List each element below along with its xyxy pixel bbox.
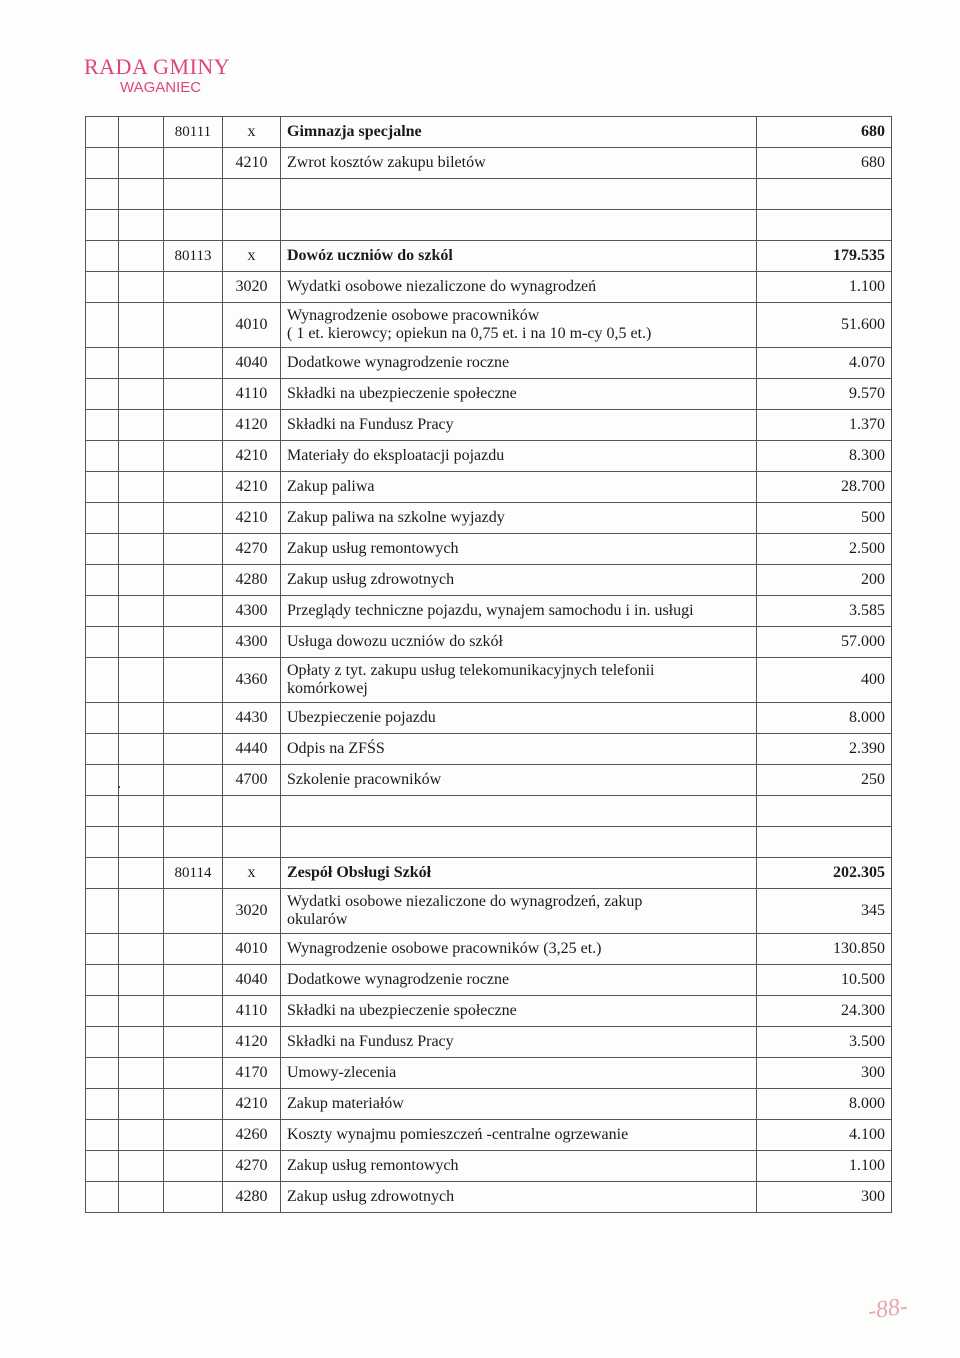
margin-cell-a [86, 858, 119, 889]
budget-table-body [86, 117, 892, 1213]
margin-cell-b [119, 410, 164, 441]
page-number: -88- [866, 1293, 910, 1325]
item-amount: 57.000 [757, 627, 892, 658]
table-row [86, 658, 892, 703]
item-amount: 1.370 [757, 410, 892, 441]
chapter-code [164, 503, 223, 534]
table-row [86, 148, 892, 179]
margin-cell-b [119, 596, 164, 627]
paragraph-code: 4010 [223, 303, 281, 348]
paragraph-code: 3020 [223, 889, 281, 934]
item-description-line-2: komórkowej [287, 680, 368, 697]
paragraph-code: 4300 [223, 627, 281, 658]
table-row [86, 410, 892, 441]
empty-cell [164, 827, 223, 858]
margin-cell-b [119, 348, 164, 379]
margin-cell-b [119, 1151, 164, 1182]
margin-cell-b [119, 379, 164, 410]
item-description: Dodatkowe wynagrodzenie roczne [281, 348, 757, 379]
chapter-code [164, 889, 223, 934]
item-amount: 9.570 [757, 379, 892, 410]
chapter-amount: 202.305 [757, 858, 892, 889]
chapter-code [164, 734, 223, 765]
chapter-code [164, 627, 223, 658]
chapter-code [164, 441, 223, 472]
blank-row [86, 179, 892, 210]
empty-cell [757, 796, 892, 827]
paragraph-code: x [223, 858, 281, 889]
margin-cell-b [119, 934, 164, 965]
item-description: Zakup paliwa [281, 472, 757, 503]
chapter-code [164, 965, 223, 996]
chapter-code: 80111 [164, 117, 223, 148]
table-row [86, 734, 892, 765]
table-row [86, 627, 892, 658]
item-amount: 24.300 [757, 996, 892, 1027]
item-description [281, 303, 757, 348]
item-description: Zakup usług remontowych [281, 534, 757, 565]
item-amount: 200 [757, 565, 892, 596]
chapter-title: Gimnazja specjalne [281, 117, 757, 148]
margin-cell-a [86, 210, 119, 241]
margin-cell-a [86, 379, 119, 410]
chapter-amount: 179.535 [757, 241, 892, 272]
margin-cell-b [119, 303, 164, 348]
margin-cell-a [86, 1027, 119, 1058]
margin-cell-b [119, 534, 164, 565]
margin-cell-b [119, 241, 164, 272]
paragraph-code: 4210 [223, 441, 281, 472]
margin-cell-a [86, 441, 119, 472]
chapter-code [164, 703, 223, 734]
paragraph-code: 4210 [223, 148, 281, 179]
margin-cell-b [119, 117, 164, 148]
item-amount: 1.100 [757, 272, 892, 303]
chapter-code [164, 534, 223, 565]
empty-cell [281, 210, 757, 241]
paragraph-code: 4440 [223, 734, 281, 765]
margin-cell-a [86, 996, 119, 1027]
paragraph-code: 4280 [223, 1182, 281, 1213]
margin-cell-a [86, 1182, 119, 1213]
margin-cell-a [86, 148, 119, 179]
margin-cell-b [119, 627, 164, 658]
item-amount: 8.300 [757, 441, 892, 472]
margin-cell-b [119, 472, 164, 503]
item-description: Odpis na ZFŚS [281, 734, 757, 765]
item-amount: 8.000 [757, 703, 892, 734]
table-row [86, 934, 892, 965]
table-row [86, 965, 892, 996]
margin-cell-b [119, 179, 164, 210]
blank-row [86, 827, 892, 858]
table-row [86, 472, 892, 503]
table-row [86, 1120, 892, 1151]
item-amount: 500 [757, 503, 892, 534]
item-description: Składki na Fundusz Pracy [281, 410, 757, 441]
chapter-code [164, 303, 223, 348]
paragraph-code: 4260 [223, 1120, 281, 1151]
item-description [281, 658, 757, 703]
item-amount: 28.700 [757, 472, 892, 503]
chapter-code [164, 148, 223, 179]
table-row [86, 889, 892, 934]
item-description: Zakup usług remontowych [281, 1151, 757, 1182]
paragraph-code: 4110 [223, 996, 281, 1027]
margin-cell-a [86, 1089, 119, 1120]
item-amount: 4.070 [757, 348, 892, 379]
chapter-code [164, 1089, 223, 1120]
margin-cell-a [86, 565, 119, 596]
stamp-line-2: WAGANIEC [120, 79, 202, 96]
paragraph-code: 4700 [223, 765, 281, 796]
paragraph-code: 4010 [223, 934, 281, 965]
empty-cell [281, 179, 757, 210]
chapter-amount: 680 [757, 117, 892, 148]
chapter-code [164, 410, 223, 441]
item-amount: 680 [757, 148, 892, 179]
chapter-code [164, 1027, 223, 1058]
item-description: Zakup usług zdrowotnych [281, 1182, 757, 1213]
margin-cell-a [86, 596, 119, 627]
item-description: Dodatkowe wynagrodzenie roczne [281, 965, 757, 996]
paragraph-code: 4120 [223, 1027, 281, 1058]
chapter-title: Dowóz uczniów do szkól [281, 241, 757, 272]
item-amount: 10.500 [757, 965, 892, 996]
margin-cell-a [86, 348, 119, 379]
budget-table [85, 116, 892, 1213]
table-row [86, 1182, 892, 1213]
chapter-code [164, 272, 223, 303]
margin-cell-b [119, 796, 164, 827]
table-row [86, 348, 892, 379]
chapter-code [164, 765, 223, 796]
item-amount: 2.500 [757, 534, 892, 565]
item-amount: 8.000 [757, 1089, 892, 1120]
blank-row [86, 796, 892, 827]
margin-cell-a [86, 303, 119, 348]
table-row [86, 996, 892, 1027]
table-row [86, 1027, 892, 1058]
margin-cell-a [86, 765, 119, 796]
margin-cell-a [86, 472, 119, 503]
margin-cell-a [86, 1151, 119, 1182]
margin-cell-b [119, 827, 164, 858]
item-amount: 2.390 [757, 734, 892, 765]
table-row [86, 1089, 892, 1120]
paragraph-code: x [223, 117, 281, 148]
margin-cell-b [119, 210, 164, 241]
item-description: Przeglądy techniczne pojazdu, wynajem samochodu i in. usługi [281, 596, 757, 627]
item-description: Umowy-zlecenia [281, 1058, 757, 1089]
empty-cell [757, 179, 892, 210]
chapter-code [164, 658, 223, 703]
paragraph-code: 4210 [223, 472, 281, 503]
item-description: Koszty wynajmu pomieszczeń -centralne ogrzewanie [281, 1120, 757, 1151]
item-amount: 3.585 [757, 596, 892, 627]
empty-cell [223, 827, 281, 858]
margin-cell-a [86, 658, 119, 703]
chapter-code: 80113 [164, 241, 223, 272]
item-description: Składki na Fundusz Pracy [281, 1027, 757, 1058]
chapter-code [164, 1058, 223, 1089]
item-amount: 4.100 [757, 1120, 892, 1151]
chapter-code [164, 1151, 223, 1182]
table-row [86, 1151, 892, 1182]
paragraph-code: 3020 [223, 272, 281, 303]
margin-cell-b [119, 703, 164, 734]
margin-cell-b [119, 1182, 164, 1213]
item-description: Zakup materiałów [281, 1089, 757, 1120]
item-description-line-2: okularów [287, 911, 348, 928]
paragraph-code: 4040 [223, 965, 281, 996]
item-description-line-1: Wydatki osobowe niezaliczone do wynagrodzeń, zakup [287, 893, 643, 910]
item-description: Usługa dowozu uczniów do szkół [281, 627, 757, 658]
paragraph-code: 4210 [223, 503, 281, 534]
item-amount: 130.850 [757, 934, 892, 965]
margin-cell-a [86, 1120, 119, 1151]
paragraph-code: 4360 [223, 658, 281, 703]
item-amount: 400 [757, 658, 892, 703]
chapter-code: 80114 [164, 858, 223, 889]
empty-cell [164, 210, 223, 241]
chapter-title: Zespół Obsługi Szkół [281, 858, 757, 889]
item-amount: 300 [757, 1058, 892, 1089]
chapter-code [164, 1120, 223, 1151]
item-description: Składki na ubezpieczenie społeczne [281, 996, 757, 1027]
margin-cell-a [86, 1058, 119, 1089]
item-amount: 250 [757, 765, 892, 796]
item-amount: 300 [757, 1182, 892, 1213]
table-row [86, 303, 892, 348]
item-description-line-2: ( 1 et. kierowcy; opiekun na 0,75 et. i na 10 m-cy 0,5 et.) [287, 325, 652, 342]
item-description: Zakup paliwa na szkolne wyjazdy [281, 503, 757, 534]
chapter-row [86, 117, 892, 148]
margin-cell-a [86, 503, 119, 534]
council-stamp [84, 56, 230, 95]
paragraph-code: 4170 [223, 1058, 281, 1089]
blank-row [86, 210, 892, 241]
margin-cell-a [86, 703, 119, 734]
item-description [281, 889, 757, 934]
margin-cell-b [119, 889, 164, 934]
paragraph-code: 4300 [223, 596, 281, 627]
margin-cell-b [119, 1058, 164, 1089]
chapter-code [164, 348, 223, 379]
item-description-line-1: Opłaty z tyt. zakupu usług telekomunikacyjnych telefonii [287, 662, 655, 679]
table-row [86, 379, 892, 410]
empty-cell [164, 796, 223, 827]
table-row [86, 765, 892, 796]
item-description: Szkolenie pracowników [281, 765, 757, 796]
chapter-row [86, 858, 892, 889]
empty-cell [223, 796, 281, 827]
paragraph-code: x [223, 241, 281, 272]
item-description: Ubezpieczenie pojazdu [281, 703, 757, 734]
table-row [86, 272, 892, 303]
item-description: Wydatki osobowe niezaliczone do wynagrodzeń [281, 272, 757, 303]
margin-cell-a [86, 534, 119, 565]
margin-cell-a [86, 241, 119, 272]
paragraph-code: 4210 [223, 1089, 281, 1120]
margin-cell-b [119, 1089, 164, 1120]
chapter-code [164, 379, 223, 410]
margin-cell-a [86, 410, 119, 441]
margin-cell-a [86, 889, 119, 934]
margin-cell-b [119, 1027, 164, 1058]
margin-cell-b [119, 996, 164, 1027]
margin-cell-b [119, 565, 164, 596]
item-description: Składki na ubezpieczenie społeczne [281, 379, 757, 410]
margin-cell-b [119, 765, 164, 796]
empty-cell [281, 827, 757, 858]
item-amount: 51.600 [757, 303, 892, 348]
margin-cell-b [119, 441, 164, 472]
item-description: Zakup usług zdrowotnych [281, 565, 757, 596]
paragraph-code: 4270 [223, 1151, 281, 1182]
chapter-code [164, 1182, 223, 1213]
item-amount: 1.100 [757, 1151, 892, 1182]
margin-cell-a [86, 827, 119, 858]
paragraph-code: 4430 [223, 703, 281, 734]
table-row [86, 441, 892, 472]
item-amount: 345 [757, 889, 892, 934]
margin-cell-b [119, 503, 164, 534]
margin-cell-b [119, 148, 164, 179]
empty-cell [164, 179, 223, 210]
paragraph-code: 4120 [223, 410, 281, 441]
empty-cell [223, 210, 281, 241]
margin-cell-b [119, 272, 164, 303]
chapter-row [86, 241, 892, 272]
chapter-code [164, 596, 223, 627]
chapter-code [164, 565, 223, 596]
empty-cell [223, 179, 281, 210]
margin-cell-b [119, 1120, 164, 1151]
item-amount: 3.500 [757, 1027, 892, 1058]
table-row [86, 703, 892, 734]
margin-cell-a [86, 734, 119, 765]
empty-cell [757, 827, 892, 858]
margin-cell-a [86, 965, 119, 996]
paragraph-code: 4280 [223, 565, 281, 596]
empty-cell [281, 796, 757, 827]
margin-cell-a [86, 934, 119, 965]
scan-speck [118, 786, 120, 788]
table-row [86, 503, 892, 534]
table-row [86, 1058, 892, 1089]
table-row [86, 565, 892, 596]
margin-cell-a [86, 117, 119, 148]
item-description: Wynagrodzenie osobowe pracowników (3,25 et.) [281, 934, 757, 965]
margin-cell-b [119, 658, 164, 703]
margin-cell-a [86, 179, 119, 210]
item-description-line-1: Wynagrodzenie osobowe pracowników [287, 307, 540, 324]
margin-cell-a [86, 796, 119, 827]
margin-cell-b [119, 965, 164, 996]
chapter-code [164, 934, 223, 965]
item-description: Materiały do eksploatacji pojazdu [281, 441, 757, 472]
margin-cell-b [119, 734, 164, 765]
table-row [86, 534, 892, 565]
table-row [86, 596, 892, 627]
item-description: Zwrot kosztów zakupu biletów [281, 148, 757, 179]
stamp-line-1: RADA GMINY [84, 54, 231, 79]
chapter-code [164, 996, 223, 1027]
margin-cell-a [86, 272, 119, 303]
margin-cell-b [119, 858, 164, 889]
margin-cell-a [86, 627, 119, 658]
paragraph-code: 4040 [223, 348, 281, 379]
empty-cell [757, 210, 892, 241]
paragraph-code: 4110 [223, 379, 281, 410]
chapter-code [164, 472, 223, 503]
paragraph-code: 4270 [223, 534, 281, 565]
